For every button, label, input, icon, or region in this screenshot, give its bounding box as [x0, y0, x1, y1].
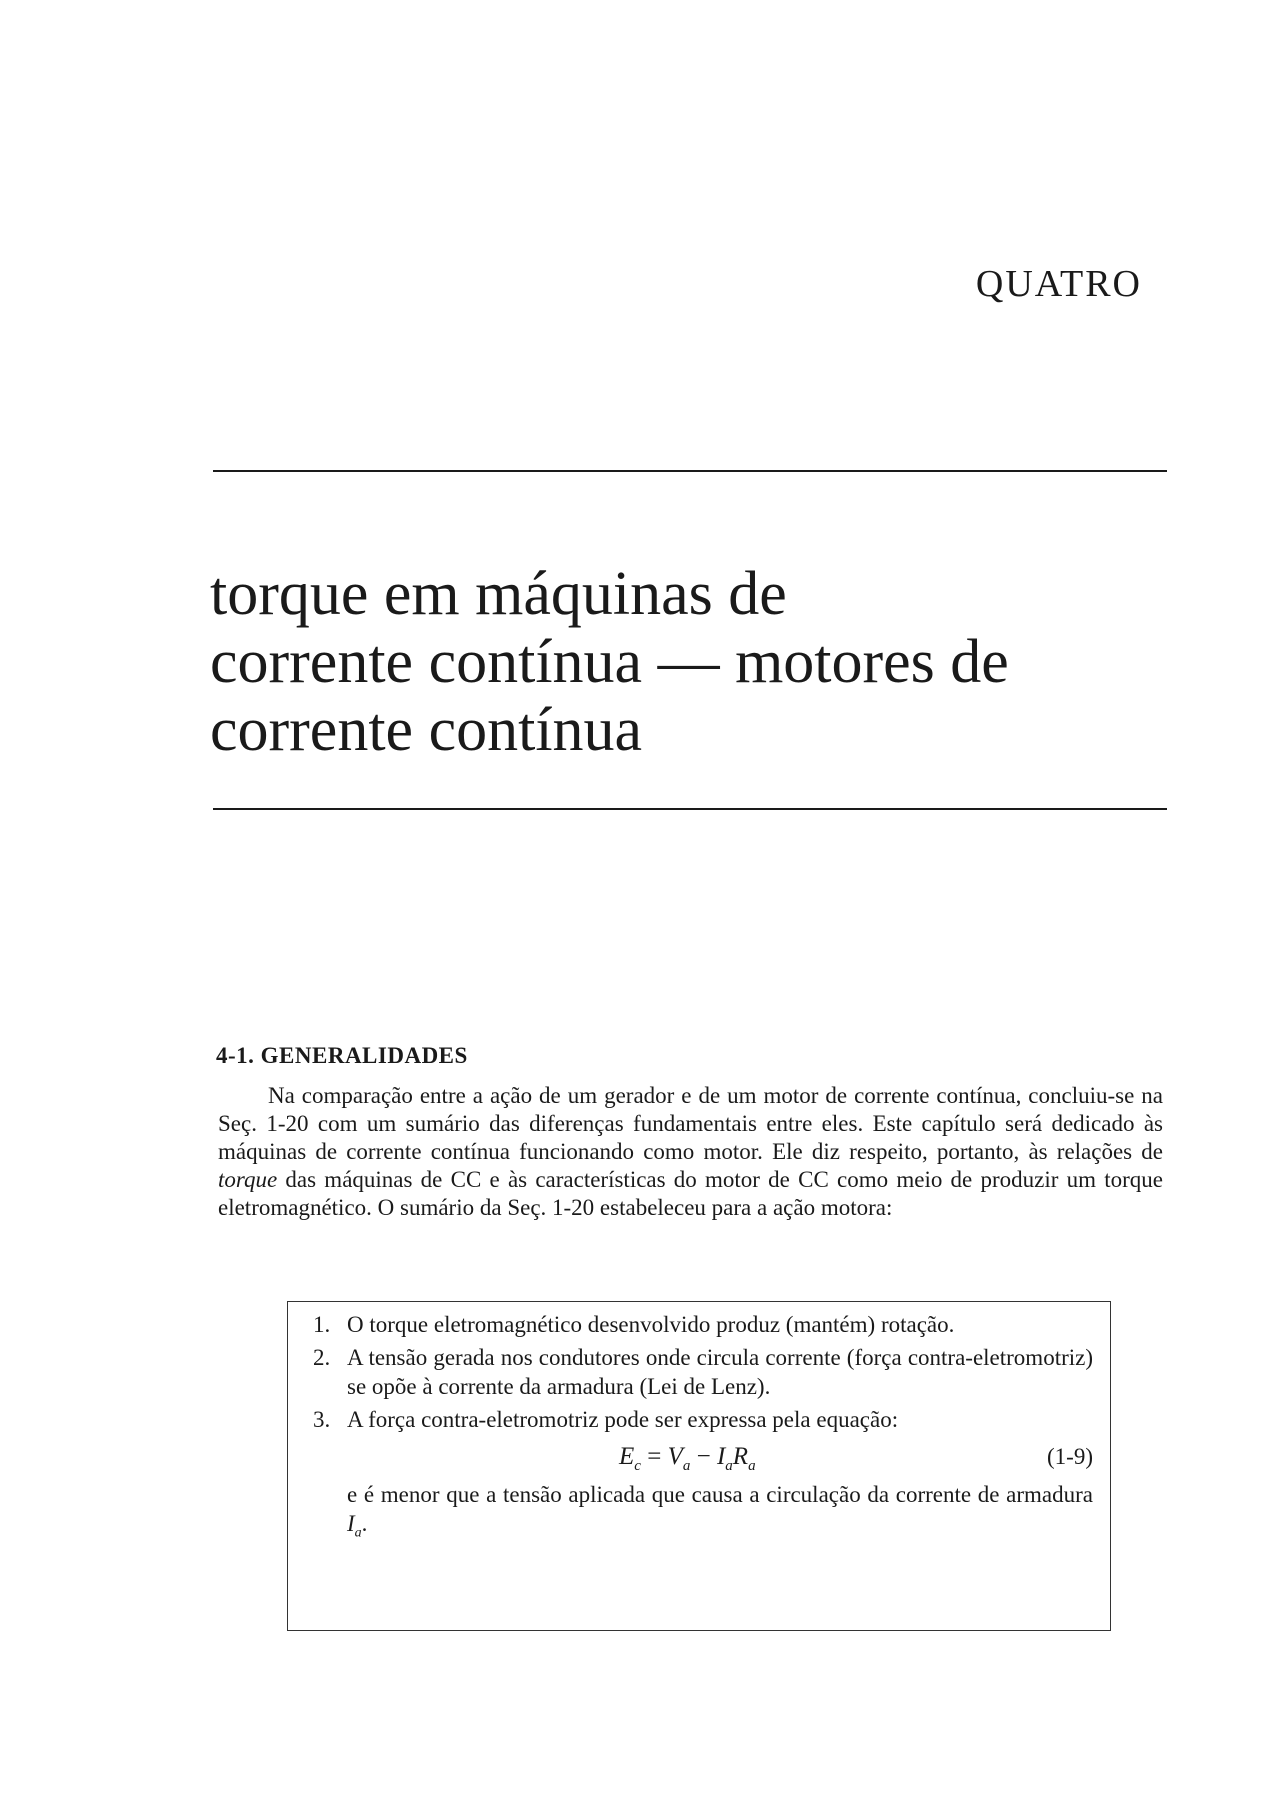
eq-e-subscript: c — [634, 1458, 641, 1474]
eq-e-symbol: E — [619, 1443, 635, 1470]
eq-r-subscript: a — [748, 1458, 756, 1474]
summary-item-text: O torque eletromagnético desenvolvido produz (mantém) rotação. — [347, 1312, 955, 1337]
eq-v-subscript: a — [682, 1458, 691, 1474]
summary-item-2 — [313, 1343, 1093, 1401]
paragraph-part-1: Na comparação entre a ação de um gerador e de um motor de corrente contínua, concluiu-se na Seç. 1-20 com um sumário das diferenças fundamentais entre eles. Este capítulo será dedicado às máquinas de corrente contínua funcionando como motor. Ele diz respeito, portanto, às relações de — [218, 1083, 1163, 1164]
after-equation-end: . — [361, 1511, 368, 1536]
equation-number: (1-9) — [1047, 1444, 1093, 1469]
summary-item-1 — [313, 1310, 1093, 1339]
equation-row — [313, 1440, 1093, 1480]
after-equation-symbol: I — [347, 1511, 355, 1536]
summary-item-number: 2. — [313, 1345, 331, 1370]
section-paragraph — [218, 1082, 1163, 1222]
eq-minus: − — [690, 1443, 717, 1470]
eq-i-subscript: a — [725, 1458, 733, 1474]
summary-item-number: 3. — [313, 1407, 331, 1432]
chapter-title — [210, 560, 1170, 764]
chapter-title-line-3: corrente contínua — [210, 696, 643, 764]
paragraph-part-3: das máquinas de CC e às características do motor de CC como meio de produzir um torque eletromagnético. O sumário da Seç. 1-20 estabeleceu para a ação motora: — [218, 1167, 1163, 1220]
summary-item-text: A força contra-eletromotriz pode ser expressa pela equação: — [347, 1407, 899, 1432]
summary-item-text: A tensão gerada nos condutores onde circula corrente (força contra-eletromotriz) se opõe à corrente da armadura (Lei de Lenz). — [347, 1345, 1093, 1399]
chapter-title-line-1: torque em máquinas de — [210, 560, 787, 628]
chapter-label: QUATRO — [975, 263, 1142, 305]
after-equation-sentence: e é menor que a tensão aplicada que causa a circulação da corrente de armadura — [347, 1482, 1093, 1507]
summary-item-number: 1. — [313, 1312, 331, 1337]
chapter-title-line-2: corrente contínua — motores de — [210, 628, 1009, 696]
back-emf-equation — [619, 1442, 756, 1481]
title-bottom-rule — [213, 808, 1167, 810]
after-equation-subscript: a — [354, 1525, 362, 1541]
eq-equals: = — [640, 1443, 668, 1470]
eq-v-symbol: V — [667, 1443, 683, 1470]
summary-item-3 — [313, 1405, 1093, 1434]
paragraph-emphasis-torque: torque — [218, 1167, 278, 1192]
section-heading: 4-1. GENERALIDADES — [216, 1043, 468, 1068]
after-equation-text — [347, 1480, 1093, 1548]
title-top-rule — [213, 470, 1167, 472]
eq-r-symbol: R — [732, 1443, 749, 1470]
summary-list — [313, 1310, 1093, 1548]
eq-i-symbol: I — [716, 1443, 726, 1470]
